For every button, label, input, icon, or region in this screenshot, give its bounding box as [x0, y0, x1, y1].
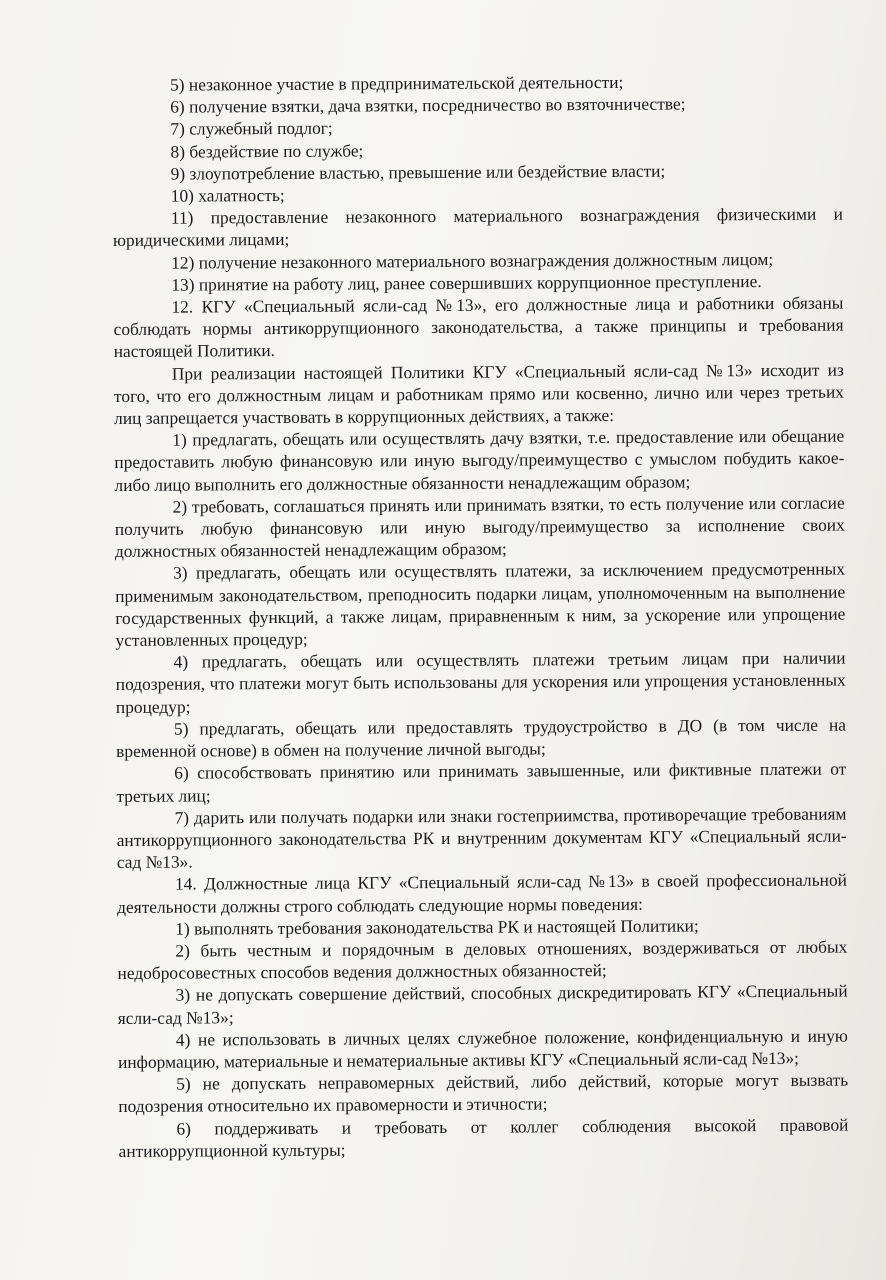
section-paragraph: 12. КГУ «Специальный ясли-сад №13», его должностные лица и работники обязаны соблюдать нормы антикоррупционного законодательства, а также принципы и требования настоящей Политики. — [113, 292, 844, 362]
list-item: 6) способствовать принятию или принимать завышенные, или фиктивные платежи от третьих лиц; — [116, 758, 847, 806]
list-item: 12) получение незаконного материального вознаграждения должностным лицом; — [171, 248, 774, 273]
section-paragraph: 14. Должностные лица КГУ «Специальный ясли-сад №13» в своей профессиональной деятельности должны строго соблюдать следующие нормы поведения: — [117, 869, 847, 917]
list-item: 8) бездействие по службе; — [170, 140, 364, 162]
list-item: 4) предлагать, обещать или осуществлять платежи третьим лицам при наличии подозрения, что платежи могут быть использованы для ускорения или упрощения установленных процедур; — [115, 647, 846, 717]
list-item: 3) не допускать совершение действий, способных дискредитировать КГУ «Специальный ясли-сад №13»; — [117, 980, 848, 1028]
list-item: 2) быть честным и порядочным в деловых отношениях, воздерживаться от любых недобросовестных способов ведения должностных обязанностей; — [117, 936, 848, 984]
document-body — [112, 70, 849, 1162]
list-item: 2) требовать, соглашаться принять или принимать взятки, то есть получение или согласие получить любую финансовую или иную выгоду/преимущество за исполнение своих должностных обязанностей ненадлежащим образом; — [114, 492, 845, 562]
list-item: 1) предлагать, обещать или осуществлять дачу взятки, т.е. предоставление или обещание предоставить любую финансовую или иную выгоду/преимущество с умыслом побудить какое-либо лицо выполнить его должностные обязанности ненадлежащим образом; — [114, 425, 845, 495]
list-item: 5) незаконное участие в предпринимательской деятельности; — [170, 71, 624, 95]
list-item: 5) предлагать, обещать или предоставлять трудоустройство в ДО (в том числе на временной основе) в обмен на получение личной выгоды; — [116, 714, 847, 762]
list-item: 6) поддерживать и требовать от коллег соблюдения высокой правовой антикоррупционной культуры; — [118, 1114, 849, 1161]
list-item: 7) дарить или получать подарки или знаки гостеприимства, противоречащие требованиям антикоррупционного законодательства РК и внутренним документам КГУ «Специальный ясли-сад №13». — [116, 803, 847, 873]
list-item: 7) служебный подлог; — [170, 118, 333, 140]
list-item: 13) принятие на работу лиц, ранее совершивших коррупционное преступление. — [171, 270, 762, 295]
list-item: 10) халатность; — [170, 184, 285, 206]
section-paragraph: При реализации настоящей Политики КГУ «Специальный ясли-сад №13» исходит из того, что его должностным лицам и работникам прямо или косвенно, лично или через третьих лиц запрещается участвовать в коррупционных действиях, а также: — [113, 359, 845, 429]
list-item: 5) не допускать неправомерных действий, либо действий, которые могут вызвать подозрения относительно их правомерности и этичности; — [118, 1069, 849, 1117]
list-item: 3) предлагать, обещать или осуществлять платежи, за исключением предусмотренных применимым законодательством, преподносить подарки лицам, уполномоченным на выполнение государственных функций, а также лицам, приравненным к ним, за ускорение или упрощение установленных процедур; — [115, 559, 846, 651]
list-item: 1) выполнять требования законодательства РК и настоящей Политики; — [175, 915, 699, 939]
list-item: 6) получение взятки, дача взятки, посредничество во взяточничестве; — [170, 93, 686, 117]
list-item: 4) не использовать в личных целях служебное положение, конфиденциальную и иную информацию, материальные и нематериальные активы КГУ «Специальный ясли-сад №13»; — [117, 1025, 848, 1072]
list-item: 11) предоставление незаконного материального вознаграждения физическими и юридическими лицами; — [112, 203, 843, 251]
list-item: 9) злоупотребление властью, превышение или бездействие власти; — [170, 160, 666, 184]
